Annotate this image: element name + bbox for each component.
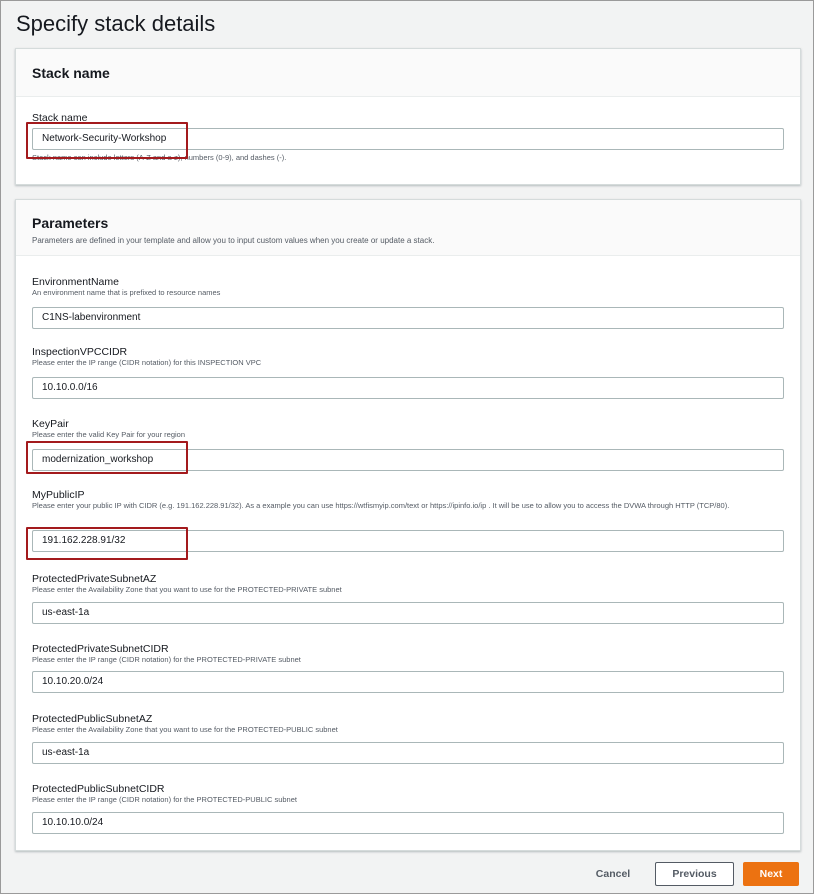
param-description: Please enter the IP range (CIDR notation) for the PROTECTED-PUBLIC subnet — [32, 795, 297, 804]
stack-name-label: Stack name — [32, 112, 88, 124]
param-protected-private-subnet-az — [32, 573, 784, 618]
key-pair-highlight-box — [26, 441, 188, 474]
param-description: Please enter the Availability Zone that you want to use for the PROTECTED-PUBLIC subnet — [32, 725, 338, 734]
param-label: ProtectedPrivateSubnetAZ — [32, 573, 157, 585]
key-pair-input[interactable]: modernization_workshop — [32, 449, 784, 471]
next-button[interactable]: Next — [743, 862, 799, 886]
stack-name-card-header — [16, 49, 800, 97]
page-title: Specify stack details — [16, 11, 216, 36]
stack-name-highlight-box — [26, 122, 188, 159]
parameters-card-title: Parameters — [32, 215, 109, 231]
param-protected-public-subnet-az — [32, 713, 784, 758]
inspection-vpc-cidr-input[interactable]: 10.10.0.0/16 — [32, 377, 784, 399]
protected-public-subnet-az-input[interactable]: us-east-1a — [32, 742, 784, 764]
param-description: Please enter your public IP with CIDR (e.g. 191.162.228.91/32). As a example you can use https://wtfismyip.com/text or https://ipinfo.io/ip . It will be use to allow you to access the DVWA through HTTP (TCP/80). — [32, 501, 730, 510]
environment-name-input[interactable]: C1NS-labenvironment — [32, 307, 784, 329]
stack-name-input[interactable]: Network-Security-Workshop — [32, 128, 784, 150]
parameters-card-header — [16, 200, 800, 256]
stack-name-card — [15, 48, 801, 185]
param-protected-private-subnet-cidr — [32, 643, 784, 687]
parameters-card-description: Parameters are defined in your template and allow you to input custom values when you create or update a stack. — [32, 236, 435, 245]
param-label: MyPublicIP — [32, 489, 85, 501]
param-description: Please enter the IP range (CIDR notation) for the PROTECTED-PRIVATE subnet — [32, 655, 301, 664]
my-public-ip-highlight-box — [26, 527, 188, 560]
param-environment-name — [32, 276, 784, 323]
param-label: ProtectedPublicSubnetAZ — [32, 713, 153, 725]
param-description: Please enter the IP range (CIDR notation) for this INSPECTION VPC — [32, 358, 262, 367]
param-label: ProtectedPrivateSubnetCIDR — [32, 643, 169, 655]
my-public-ip-input[interactable]: 191.162.228.91/32 — [32, 530, 784, 552]
param-label: KeyPair — [32, 418, 69, 430]
previous-button[interactable]: Previous — [655, 862, 734, 886]
param-label: ProtectedPublicSubnetCIDR — [32, 783, 165, 795]
param-description: Please enter the Availability Zone that you want to use for the PROTECTED-PRIVATE subnet — [32, 585, 342, 594]
param-my-public-ip — [32, 489, 784, 546]
param-description: An environment name that is prefixed to resource names — [32, 288, 221, 297]
param-inspection-vpc-cidr — [32, 346, 784, 393]
param-description: Please enter the valid Key Pair for your region — [32, 430, 185, 439]
protected-public-subnet-cidr-input[interactable]: 10.10.10.0/24 — [32, 812, 784, 834]
parameters-card — [15, 199, 801, 851]
param-label: EnvironmentName — [32, 276, 119, 288]
param-label: InspectionVPCCIDR — [32, 346, 128, 358]
cancel-button[interactable]: Cancel — [587, 862, 639, 886]
stack-name-constraint: Stack name can include letters (A-Z and a-z), numbers (0-9), and dashes (-). — [32, 153, 287, 162]
param-protected-public-subnet-cidr — [32, 783, 784, 828]
stack-name-card-title: Stack name — [32, 64, 110, 81]
protected-private-subnet-cidr-input[interactable]: 10.10.20.0/24 — [32, 671, 784, 693]
param-key-pair — [32, 418, 784, 465]
protected-private-subnet-az-input[interactable]: us-east-1a — [32, 602, 784, 624]
